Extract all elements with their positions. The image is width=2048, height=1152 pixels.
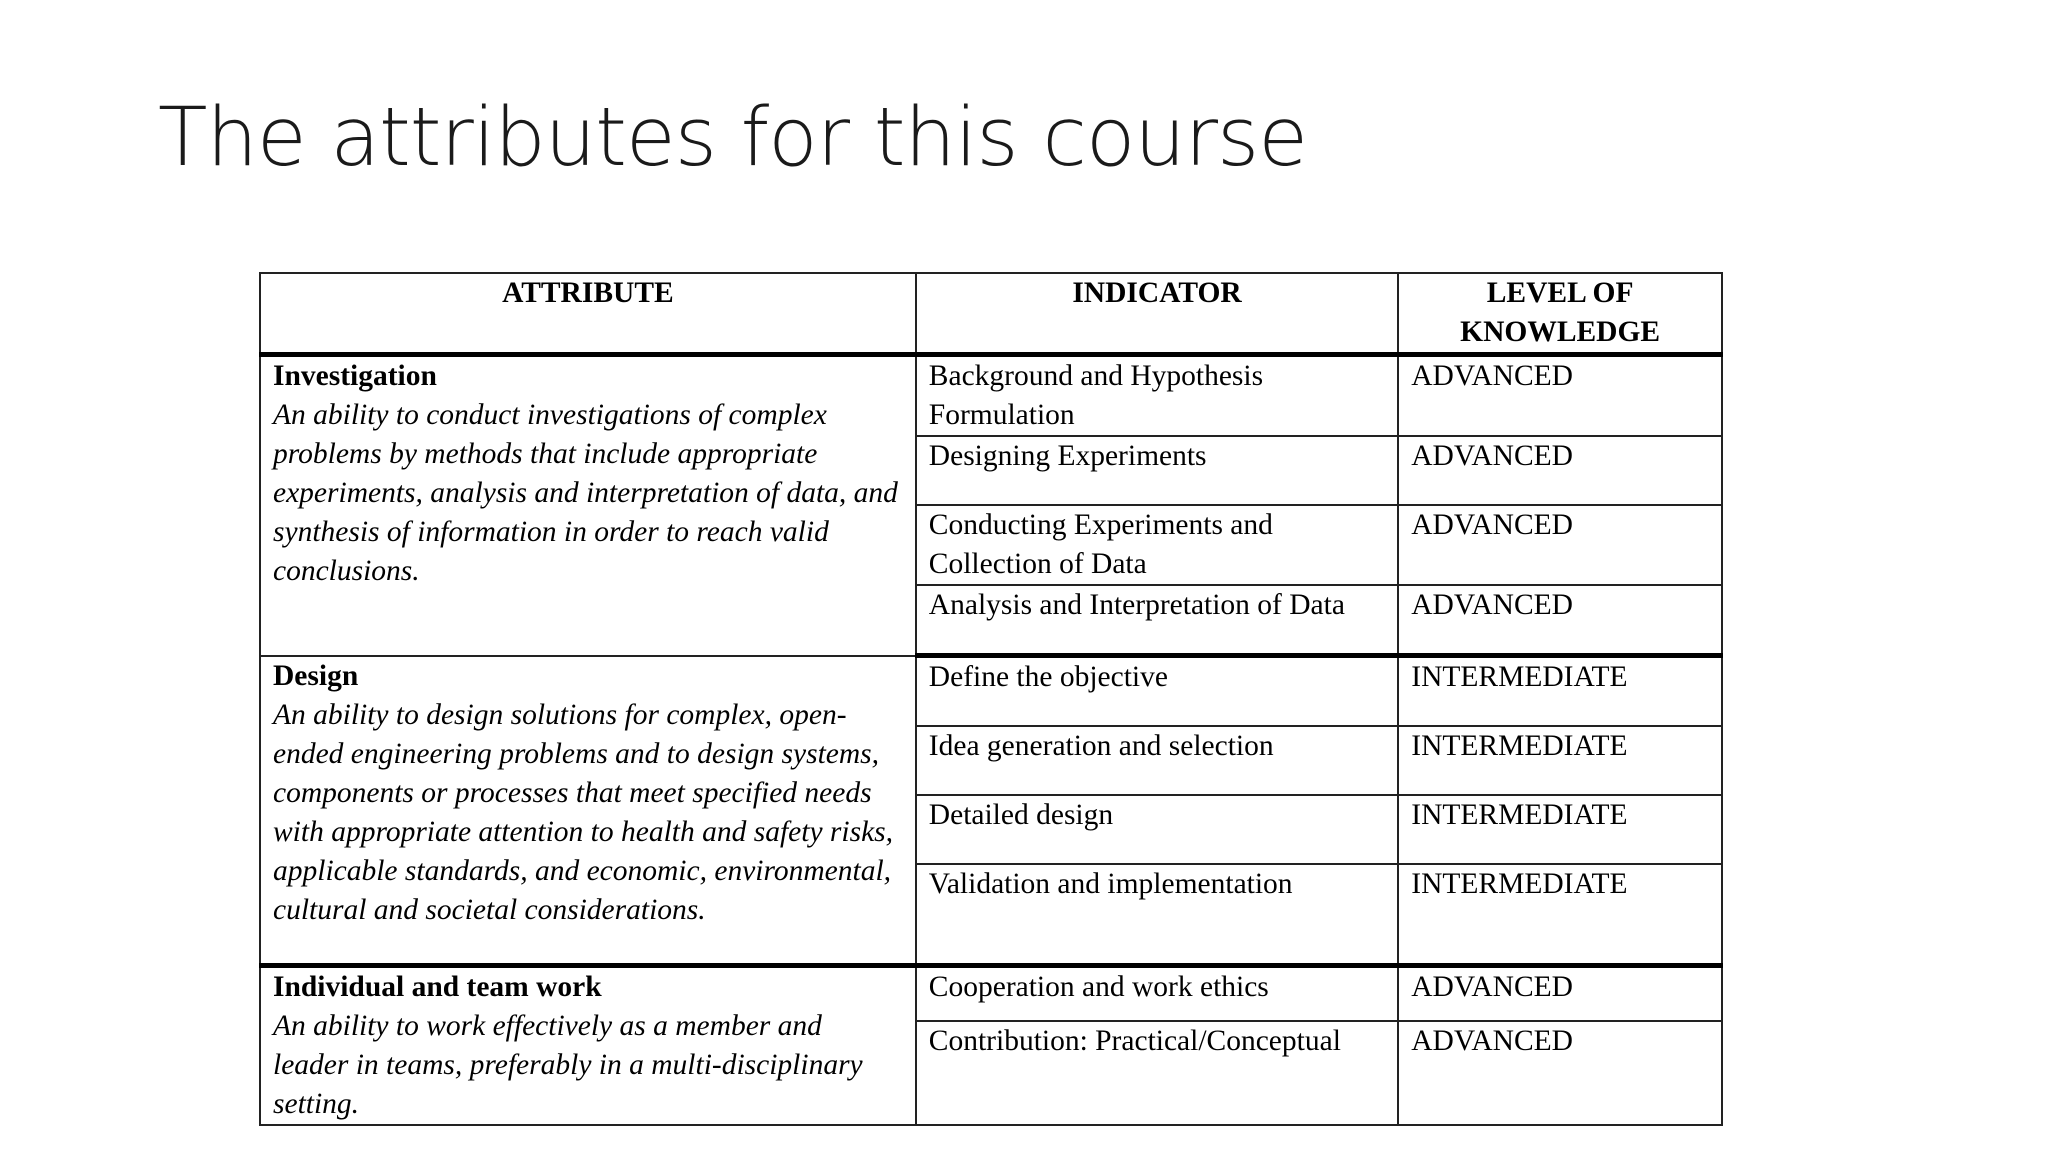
attribute-description: An ability to design solutions for complex, open-ended engineering problems and to design systems, components or processes that meet specified needs with appropriate attention to health and safety risks, applicable standards, and economic, environmental, cultural and societal considerations.: [273, 698, 894, 926]
slide-title: The attributes for this course: [158, 91, 1308, 185]
indicator-cell: Designing Experiments: [916, 436, 1398, 505]
level-cell: INTERMEDIATE: [1398, 795, 1722, 864]
level-cell: ADVANCED: [1398, 585, 1722, 656]
indicator-cell: Define the objective: [916, 656, 1398, 727]
attribute-name: Investigation: [273, 360, 437, 392]
table-header-row: [260, 273, 1722, 355]
indicator-cell: Cooperation and work ethics: [916, 966, 1398, 1022]
level-cell: INTERMEDIATE: [1398, 656, 1722, 727]
attribute-name: Individual and team work: [273, 971, 602, 1003]
attribute-name: Design: [273, 659, 359, 692]
indicator-cell: Contribution: Practical/Conceptual: [916, 1021, 1398, 1125]
indicator-cell: Idea generation and selection: [916, 726, 1398, 795]
attribute-description: An ability to conduct investigations of complex problems by methods that include appropriate experiments, analysis and interpretation of data, and synthesis of information in order to reach valid conclusions.: [273, 399, 898, 587]
level-cell: ADVANCED: [1398, 355, 1722, 437]
indicator-cell: Analysis and Interpretation of Data: [916, 585, 1398, 656]
indicator-cell: Conducting Experiments and Collection of Data: [916, 505, 1398, 585]
level-cell: ADVANCED: [1398, 1021, 1722, 1125]
indicator-cell: Background and Hypothesis Formulation: [916, 355, 1398, 437]
table-row: [260, 966, 1722, 1022]
level-cell: INTERMEDIATE: [1398, 726, 1722, 795]
level-cell: ADVANCED: [1398, 505, 1722, 585]
table-row: [260, 355, 1722, 437]
header-level-of-knowledge: LEVEL OF KNOWLEDGE: [1398, 273, 1722, 355]
attribute-description: An ability to work effectively as a member and leader in teams, preferably in a multi-disciplinary setting.: [273, 1010, 863, 1120]
level-cell: ADVANCED: [1398, 436, 1722, 505]
attributes-table: [259, 272, 1723, 1126]
level-cell: INTERMEDIATE: [1398, 864, 1722, 966]
table-row: [260, 656, 1722, 727]
indicator-cell: Validation and implementation: [916, 864, 1398, 966]
attribute-cell-team-work: [260, 966, 916, 1126]
indicator-cell: Detailed design: [916, 795, 1398, 864]
attribute-cell-design: [260, 656, 916, 966]
header-attribute: ATTRIBUTE: [260, 273, 916, 355]
attribute-cell-investigation: [260, 355, 916, 656]
level-cell: ADVANCED: [1398, 966, 1722, 1022]
header-indicator: INDICATOR: [916, 273, 1398, 355]
